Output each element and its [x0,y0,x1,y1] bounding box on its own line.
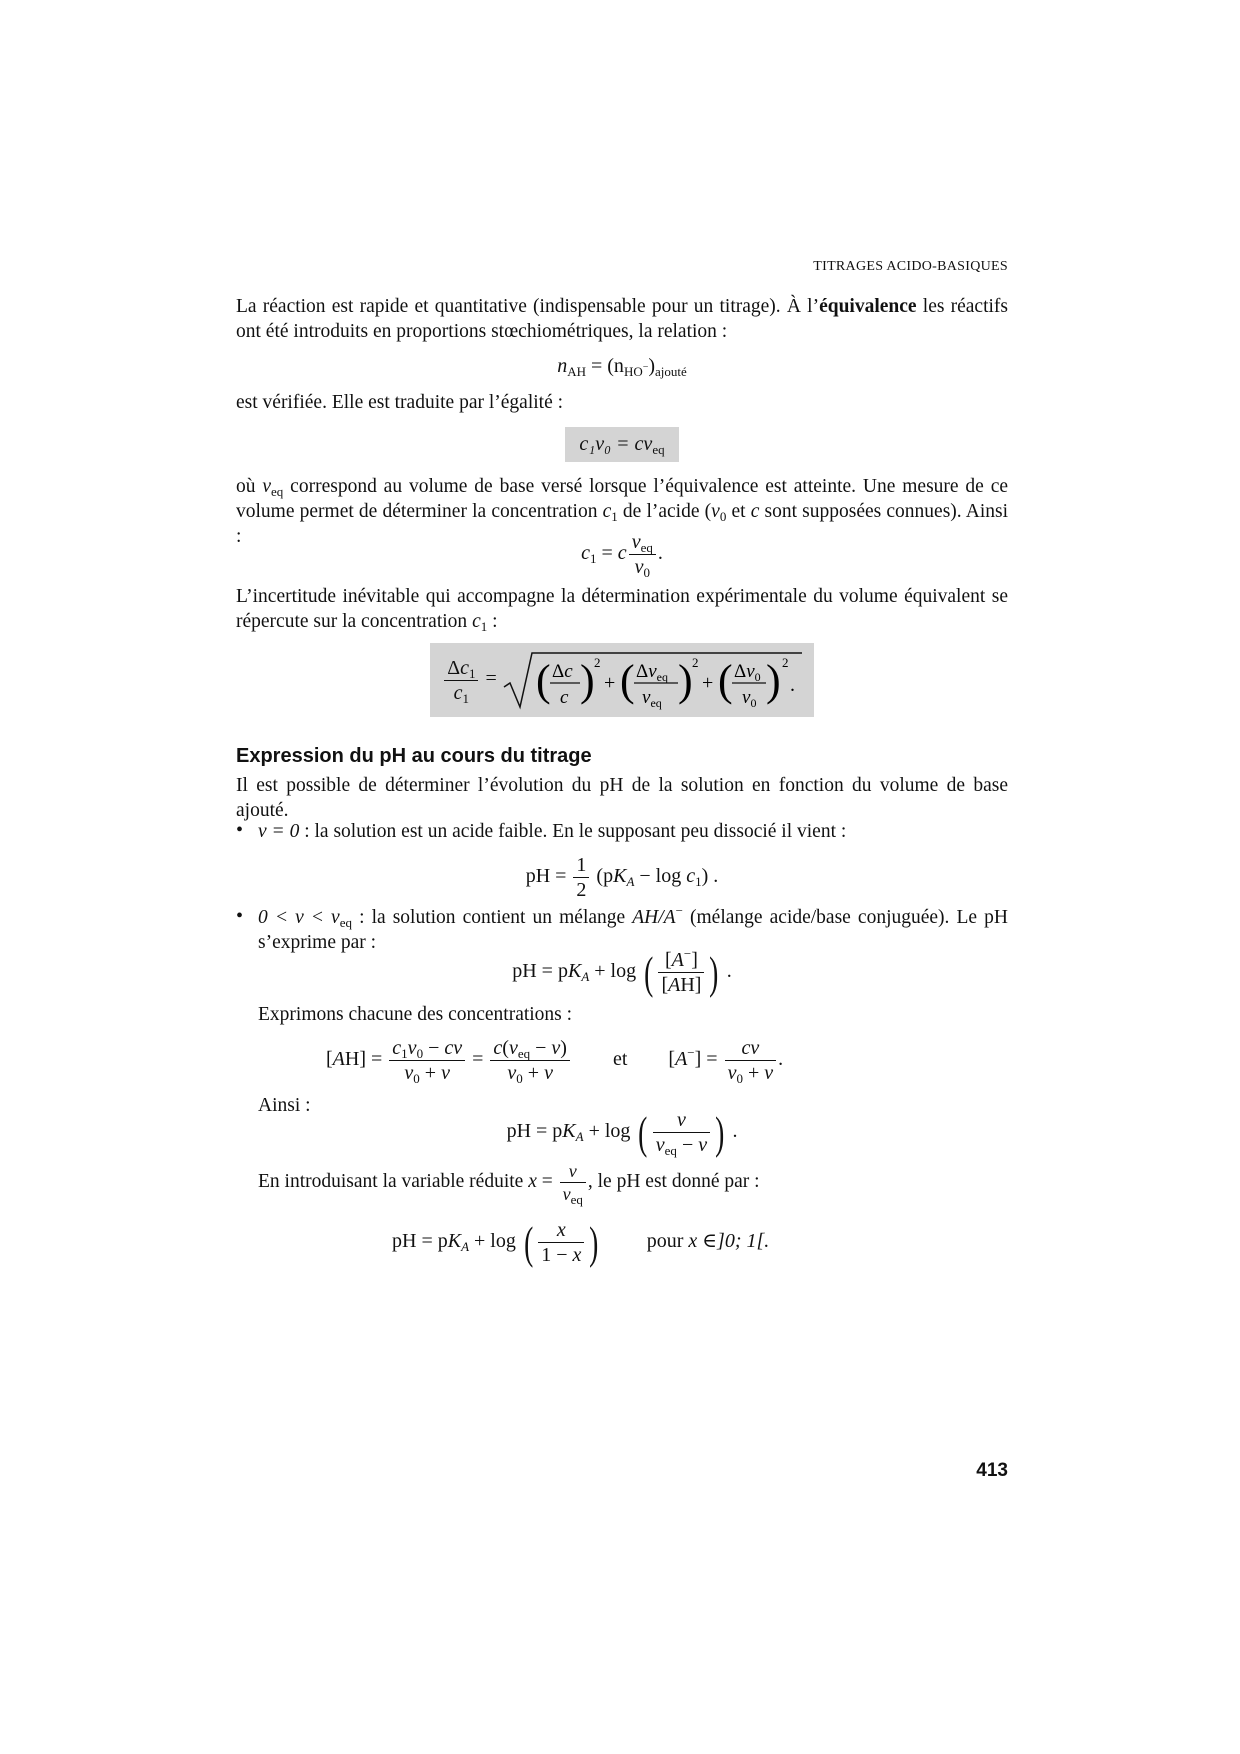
paragraph-concentrations [258,1002,1008,1027]
svg-text:+: + [701,672,714,694]
eq1-minus: − [642,362,649,373]
eq1-ho: HO [623,364,643,379]
paragraph-intro-ph [236,773,1008,823]
svg-text:2: 2 [781,655,789,670]
equation-c1: $c_1 = c$ $\frac{v_{eq}}{v_0}$ . [581,531,663,580]
svg-text:2: 2 [691,655,699,670]
bullet2-text: : la solution contient un mélange [351,907,633,928]
p3-d: et [726,501,751,522]
equation-concentrations: [AH] = $\frac{c_1v_0 - cv}{v_0 + v}$ = $\frac{c(v_{eq} - v)}{v_0 + v}$ et [A−] = $\frac{cv}{v_0 + v}$ . [326,1037,784,1086]
equation-c1v0 [236,427,1008,462]
para6-text: Exprimons chacune des concentrations : [258,1004,573,1025]
p3-0-sub: 0 [719,509,727,524]
svg-text:.: . [789,674,795,696]
svg-text:Δc: Δc [551,661,573,682]
p3-c: de l’acide ( [617,501,712,522]
para5-text: Il est possible de déterminer l’évolution du pH de la solution en fonction du volume de base ajouté. [236,775,1008,821]
eq1-close: ) [648,355,656,377]
sqrt-symbol [502,649,802,711]
p4-c1: c [472,611,481,632]
bullet1-text: : la solution est un acide faible. En le supposant peu dissocié il vient : [299,821,847,842]
p3-c1: c [602,501,612,522]
para1-text-a: La réaction est rapide et quantitative (indispensable pour un titrage). À l’ [236,296,820,317]
paragraph-variable-reduite: En introduisant la variable réduite x = $\frac{v}{v_{eq}}$ , le pH est donné par : [258,1161,760,1207]
p3-e: sont supposées connues). Ainsi : [236,501,1008,547]
p4-sub: 1 [480,619,488,634]
fraction-veq-v0: $\frac{v_{eq}}{v_0}$ [629,530,656,579]
eq1-rhs: (n [607,355,624,377]
equation-henderson: pH = $pK_A + \log$ ( $\frac{[A^-]}{[AH]}$ ) . [512,946,732,998]
eq1-sub-ah: AH [567,364,586,379]
svg-text:(: ( [717,656,733,705]
bullet-1: • [236,819,244,841]
para2-text: est vérifiée. Elle est traduite par l’égalité : [236,392,564,413]
p3-cc: c [750,501,760,522]
pour-text: pour [646,1230,689,1253]
pour-range: x ∈]0; 1[. [688,1230,770,1253]
paragraph-incertitude [236,584,1008,634]
bullet2-eq-sub: eq [339,915,352,930]
p3-eq-sub: eq [271,484,284,499]
page [236,0,1008,1754]
svg-text:(: ( [619,656,635,705]
ainsi-text: Ainsi : [258,1095,311,1116]
svg-text:(: ( [535,656,551,705]
p3-v0: v [711,501,720,522]
p4-b: : [487,611,498,632]
page-number: 413 [976,1460,1008,1481]
p3-1-sub: 1 [611,509,618,524]
bullet2-mix: AH/A [632,907,676,928]
equation-uncertainty [236,643,1008,717]
svg-text:): ) [677,656,693,705]
svg-text:+: + [603,672,616,694]
equation-ph-weak-acid: pH = $\frac{1}{2}$ $(pK_A - \log c_1)$ . [525,854,719,901]
para1-bold: équivalence [819,296,917,317]
svg-text:Δveq: $\Delta v_{eq}$ [635,661,668,684]
equation-ph-volume: pH = $pK_A + \log$ ( $\frac{v}{v_{eq} - v}$ ) . [506,1106,738,1158]
p3-b: correspond au volume de base versé lorsque l’équivalence est atteinte. Une mesure de ce volume permet de déterminer la concentration [236,476,1009,522]
et-text: et [612,1048,628,1071]
eq2-sub: eq [652,442,665,457]
section-heading: Expression du pH au cours du titrage [236,745,592,767]
bullet1-cond: v = 0 [258,821,300,842]
chapter-title: TITRAGES ACIDO-BASIQUES [813,259,1008,274]
p4-a: L’incertitude inévitable qui accompagne la détermination expérimentale du volume équivalent se répercute sur la concentration [236,586,1008,632]
equation-equivalence: $n_{AH} = (n_{HO^-})_{ajouté}$ [557,355,687,379]
svg-text:): ) [579,656,595,705]
para7-b: , le pH est donné par : [587,1170,760,1192]
para1-text-b: les réactifs ont été introduits en proportions stœchiométriques, la relation : [236,296,1009,342]
bullet2-minus: − [675,903,683,918]
equation-ph-x: pH = $pK_A + \log$ ( $\frac{x}{1 - x}$ ) pour x ∈]0; 1[. [392,1216,770,1268]
running-header [813,258,1008,275]
svg-text:): ) [765,656,781,705]
bullet2-cond: 0 < v < v [258,907,340,928]
eq2-text: c₁v₀ = cv [579,433,653,455]
boxed-equation [565,427,678,462]
svg-text:v0: $v_0$ [741,687,757,710]
svg-text:2: 2 [593,655,601,670]
paragraph-equivalence [236,294,1008,344]
eq1-ajoute: ajouté [655,364,687,379]
bullet-1-text [258,819,1008,844]
svg-text:Δv0: $\Delta v_0$ [733,661,761,684]
para7-a: En introduisant la variable réduite [258,1170,529,1192]
bullet2-text2: (mélange acide/base conjuguée). Le pH s’exprime par : [258,907,1008,953]
svg-text:veq: $v_{eq}$ [641,687,662,710]
p3-veq: v [262,476,272,497]
paragraph-egalite [236,390,1008,415]
p3-a: où [236,476,263,497]
boxed-uncertainty: $\frac{\Delta c_1}{c_1}$ = ( Δc c ) 2 + ( $\Delta v_{eq}$ $v_{eq}$ ) 2 + ( $\Delta v_0$ $v_0$ ) 2 . [430,643,814,717]
bullet-2: • [236,905,244,927]
eq1-n: n [557,355,568,377]
svg-text:c: c [559,687,569,708]
eq1-sub-ho [624,364,648,379]
